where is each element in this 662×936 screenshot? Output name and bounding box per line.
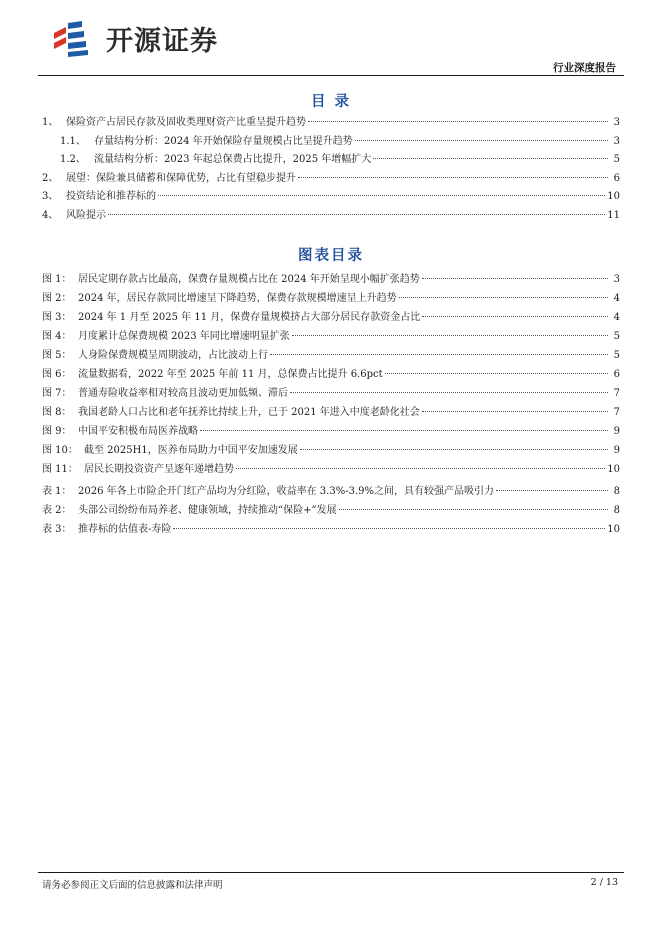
dot-leader [173, 528, 605, 529]
figure-entry-text: 流量数据看，2022 年至 2025 年前 11 月，总保费占比提升 6.6pct [78, 369, 383, 380]
figure-entry-number: 图 4： [42, 331, 72, 342]
toc-entry[interactable] [42, 151, 620, 170]
table-entry-page: 10 [607, 524, 620, 535]
toc-entry-page: 6 [613, 172, 620, 184]
toc-entry-page: 3 [613, 117, 620, 128]
figure-entry[interactable] [42, 346, 620, 365]
toc-entry-page: 10 [607, 191, 620, 202]
dot-leader [422, 278, 608, 279]
figure-entry-page: 3 [613, 274, 620, 285]
figure-entry[interactable] [42, 384, 620, 403]
figure-entry-page: 5 [613, 331, 620, 342]
figure-entry[interactable] [42, 460, 620, 479]
toc-entry-text: 风险提示 [66, 209, 106, 221]
toc-entry-number: 4、 [42, 209, 59, 221]
figure-entry-number: 图 8： [42, 407, 72, 418]
toc-entry[interactable] [42, 114, 620, 133]
figure-entry[interactable] [42, 365, 620, 384]
dot-leader [300, 449, 608, 450]
figure-entry-text: 人身险保费规模呈周期波动，占比波动上行 [78, 350, 268, 361]
toc-entry-text: 投资结论和推荐标的 [66, 191, 156, 202]
table-entry[interactable] [42, 482, 620, 501]
toc-entry-page: 5 [613, 154, 620, 165]
dot-leader [373, 158, 608, 159]
figure-entry-page: 6 [613, 369, 620, 380]
figure-entry-text: 我国老龄人口占比和老年抚养比持续上升，已于 2021 年进入中度老龄化社会 [78, 407, 420, 418]
dot-leader [422, 411, 608, 412]
footer-divider [38, 872, 624, 873]
header-divider [38, 75, 624, 76]
figure-entry-page: 10 [607, 464, 620, 475]
toc-entry-number: 2、 [42, 172, 59, 184]
dot-leader [496, 490, 608, 491]
figure-entry-page: 9 [613, 426, 620, 437]
document-type-label: 行业深度报告 [553, 62, 616, 74]
toc-entry[interactable] [42, 207, 620, 226]
figure-entry[interactable] [42, 270, 620, 289]
toc-entry-text: 展望：保险兼具储蓄和保障优势，占比有望稳步提升 [66, 172, 296, 184]
figure-entry-page: 7 [613, 407, 620, 418]
figure-entry-number: 图 11： [42, 464, 78, 475]
toc-entry[interactable] [42, 133, 620, 152]
figure-entry-text: 普通寿险收益率相对较高且波动更加低频、滞后 [78, 388, 288, 399]
toc-title: 目 录 [310, 93, 352, 110]
toc-entry-text: 存量结构分析：2024 年开始保险存量规模占比呈提升趋势 [94, 135, 353, 147]
figure-entry-number: 图 2： [42, 293, 72, 304]
figure-entry-number: 图 5： [42, 350, 72, 361]
toc-entry-number: 1.2、 [60, 154, 86, 165]
figure-entry[interactable] [42, 327, 620, 346]
figure-entry-page: 7 [613, 388, 620, 399]
table-entry-text: 推荐标的估值表-寿险 [78, 524, 172, 535]
table-entry-text: 2026 年各上市险企开门红产品均为分红险，收益率在 3.3%-3.9%之间，具有较强产品吸引力 [78, 486, 494, 497]
company-logo [52, 18, 218, 58]
dot-leader [298, 177, 608, 178]
figure-entry-number: 图 1： [42, 274, 72, 285]
table-entry-number: 表 3： [42, 524, 72, 535]
toc-entry-text: 流量结构分析：2023 年起总保费占比提升，2025 年增幅扩大 [94, 154, 372, 165]
figure-entry-text: 居民定期存款占比最高，保费存量规模占比在 2024 年开始呈现小幅扩张趋势 [78, 274, 420, 285]
dot-leader [292, 335, 608, 336]
figure-entry-number: 图 7： [42, 388, 72, 399]
figure-entry-page: 5 [613, 350, 620, 361]
toc-entry-page: 3 [613, 135, 620, 147]
figure-entry-text: 2024 年 1 月至 2025 年 11 月，保费存量规模挤占大部分居民存款资金占比 [78, 312, 421, 323]
table-entry-page: 8 [613, 486, 620, 497]
table-entry-number: 表 2： [42, 505, 72, 516]
dot-leader [422, 316, 608, 317]
toc-entry[interactable] [42, 170, 620, 189]
figure-entry-number: 图 9： [42, 426, 72, 437]
toc-entry-text: 保险资产占居民存款及固收类理财资产比重呈提升趋势 [66, 117, 306, 128]
figure-entry[interactable] [42, 308, 620, 327]
table-entry-page: 8 [613, 505, 620, 516]
dot-leader [236, 468, 605, 469]
figure-entry-number: 图 3： [42, 312, 72, 323]
figure-entry-number: 图 6： [42, 369, 72, 380]
page-indicator: 2 / 13 [590, 877, 618, 888]
figure-entry-page: 4 [613, 293, 620, 304]
toc-entry-number: 3、 [42, 191, 59, 202]
dot-leader [308, 121, 608, 122]
dot-leader [108, 214, 605, 215]
figure-entry[interactable] [42, 422, 620, 441]
footer-disclaimer: 请务必参阅正文后面的信息披露和法律声明 [42, 880, 223, 891]
figure-entry-text: 截至 2025H1，医养布局助力中国平安加速发展 [84, 445, 298, 456]
dot-leader [399, 297, 608, 298]
figure-entry-text: 居民长期投资资产呈逐年递增趋势 [84, 464, 234, 475]
figure-entry-page: 4 [613, 312, 620, 323]
toc-entry[interactable] [42, 188, 620, 207]
figure-entry-number: 图 10： [42, 445, 78, 456]
logo-mark-icon [52, 19, 98, 57]
figure-entry-text: 月度累计总保费规模 2023 年同比增速明显扩张 [78, 331, 290, 342]
figure-entry[interactable] [42, 441, 620, 460]
dot-leader [385, 373, 608, 374]
table-entry[interactable] [42, 520, 620, 539]
figure-entry-text: 中国平安积极布局医养战略 [78, 426, 198, 437]
company-name: 开源证券 [106, 25, 218, 57]
figure-entry[interactable] [42, 403, 620, 422]
figure-entry-page: 9 [613, 445, 620, 456]
dot-leader [355, 140, 608, 141]
dot-leader [339, 509, 608, 510]
dot-leader [158, 195, 605, 196]
figure-entry-text: 2024 年，居民存款同比增速呈下降趋势，保费存款规模增速呈上升趋势 [78, 293, 397, 304]
table-entry-number: 表 1： [42, 486, 72, 497]
table-entry-text: 头部公司纷纷布局养老、健康领域，持续推动“保险+”发展 [78, 505, 337, 516]
toc-entry-number: 1、 [42, 117, 59, 128]
table-entry[interactable] [42, 501, 620, 520]
figure-list [42, 270, 620, 479]
figure-list-title: 图表目录 [298, 247, 364, 264]
figure-entry[interactable] [42, 289, 620, 308]
toc-list [42, 114, 620, 225]
toc-entry-page: 11 [607, 209, 620, 221]
dot-leader [200, 430, 608, 431]
dot-leader [290, 392, 608, 393]
toc-entry-number: 1.1、 [60, 135, 86, 147]
table-list [42, 482, 620, 539]
dot-leader [270, 354, 608, 355]
